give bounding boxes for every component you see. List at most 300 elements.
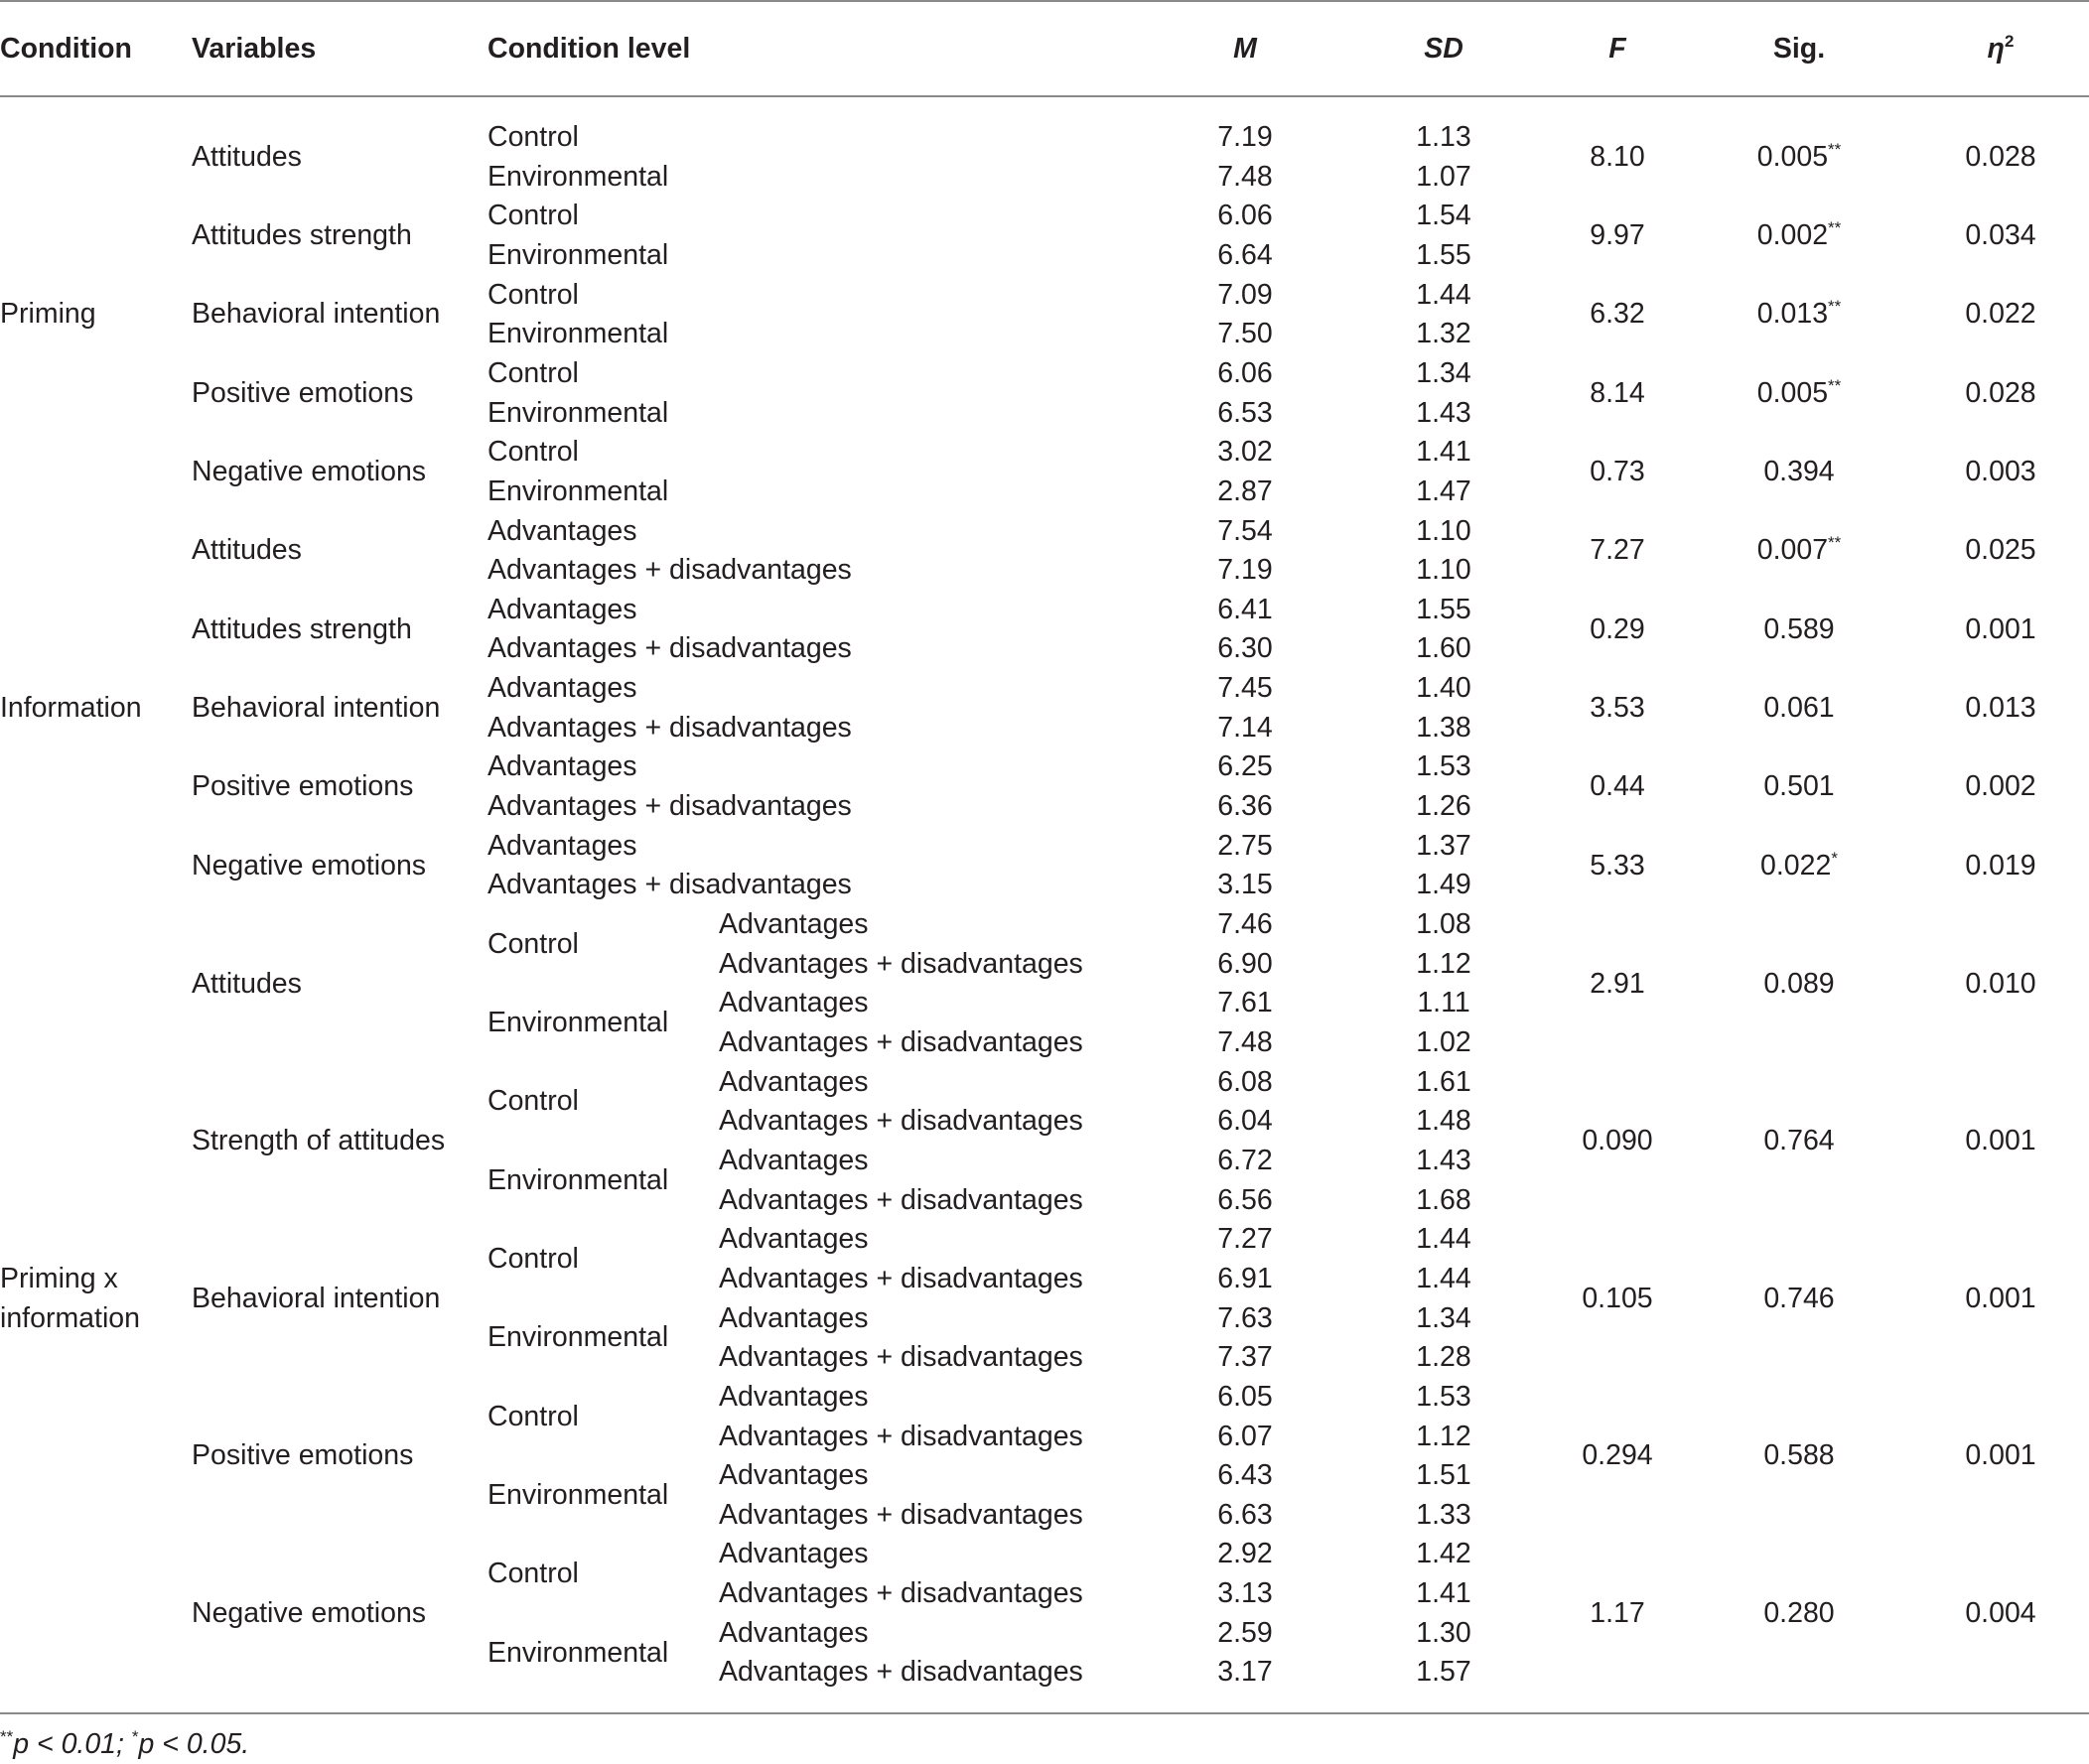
f-value-value: 0.090: [1582, 1125, 1653, 1157]
mean-value-value: 7.37: [1217, 1341, 1273, 1374]
mean-value: [1146, 1534, 1344, 1573]
f-value-value: 2.91: [1590, 967, 1645, 1000]
mean-value-value: 6.90: [1217, 947, 1273, 980]
f-value-value: 9.97: [1590, 219, 1645, 252]
mean-value: [1146, 708, 1344, 747]
f-value: [1518, 1279, 1717, 1318]
information-level-value: Advantages: [719, 1616, 869, 1649]
f-value: [1518, 610, 1717, 649]
sd-value-value: 1.38: [1416, 711, 1471, 744]
condition-level-value: Environmental: [487, 1636, 669, 1669]
information-level-value: Advantages: [719, 1459, 869, 1492]
eta-value-value: 0.025: [1965, 534, 2036, 567]
condition-level-value: Advantages + disadvantages: [487, 790, 852, 822]
condition-level-value: Control: [487, 1400, 579, 1432]
sd-value: [1344, 1298, 1543, 1338]
mean-value: [1146, 353, 1344, 393]
significance-mark: **: [1828, 297, 1842, 317]
sd-value-value: 1.02: [1416, 1025, 1471, 1058]
sd-value-value: 1.55: [1416, 593, 1471, 625]
f-value: [1518, 452, 1717, 491]
sd-value-value: 1.40: [1416, 672, 1471, 705]
mean-value: [1146, 590, 1344, 629]
sd-value: [1344, 1417, 1543, 1456]
sig-value-value: 0.746: [1763, 1282, 1835, 1314]
sd-value: [1344, 1101, 1543, 1141]
sig-value-value: 0.501: [1763, 770, 1835, 803]
condition-level-value: Advantages: [487, 514, 637, 547]
condition-level: [487, 668, 637, 708]
f-value: [1518, 688, 1717, 728]
mean-value-value: 7.14: [1217, 711, 1273, 744]
condition-level-value: Control: [487, 1243, 579, 1275]
mean-value: [1146, 1337, 1344, 1377]
condition-level-value: Control: [487, 927, 579, 960]
condition-level-value: Control: [487, 278, 579, 311]
eta-symbol: η: [1987, 33, 2005, 65]
condition-level: [487, 1554, 579, 1593]
footnote: [0, 1724, 249, 1764]
sd-value-value: 1.48: [1416, 1105, 1471, 1138]
condition-level: [487, 1475, 668, 1515]
condition-level-value: Control: [487, 1085, 579, 1118]
sd-value-value: 1.12: [1416, 947, 1471, 980]
sig-value: [1700, 610, 1898, 649]
significance-mark: **: [1828, 375, 1842, 395]
sig-value: [1700, 766, 1898, 806]
sd-value: [1344, 1337, 1543, 1377]
information-level: [719, 1062, 869, 1102]
mean-value: [1146, 628, 1344, 668]
condition-level-value: Advantages: [487, 750, 637, 783]
f-value-value: 0.73: [1590, 456, 1645, 487]
sig-value: [1700, 1279, 1898, 1318]
mean-value-value: 6.30: [1217, 632, 1273, 665]
mean-value-value: 6.43: [1217, 1459, 1273, 1492]
sd-value: [1344, 511, 1543, 551]
header-eta-squared: [1901, 29, 2089, 68]
condition-level-value: Environmental: [487, 160, 669, 193]
information-level-value: Advantages + disadvantages: [719, 1420, 1083, 1452]
condition-level: [487, 590, 637, 629]
sd-value-value: 1.41: [1416, 436, 1471, 469]
information-level-value: Advantages: [719, 987, 869, 1019]
significance-mark: *: [1831, 848, 1838, 868]
information-level-value: Advantages: [719, 908, 869, 940]
information-level: [719, 1377, 869, 1417]
eta-value: [1901, 373, 2089, 413]
information-level-value: Advantages: [719, 1301, 869, 1334]
f-value-value: 1.17: [1590, 1596, 1645, 1629]
header-sd: SD: [1424, 33, 1463, 65]
sig-value: [1700, 688, 1898, 728]
sd-value: [1344, 590, 1543, 629]
information-level-value: Advantages + disadvantages: [719, 1577, 1083, 1609]
condition-level: [487, 550, 852, 590]
eta-value-value: 0.034: [1965, 219, 2036, 252]
mean-value-value: 2.75: [1217, 829, 1273, 862]
information-level: [719, 1101, 1083, 1141]
condition-level: [487, 472, 668, 511]
sd-value-value: 1.10: [1416, 554, 1471, 587]
sig-value: [1700, 294, 1898, 334]
mean-value: [1146, 1495, 1344, 1535]
mean-value: [1146, 432, 1344, 472]
eta-value-value: 0.004: [1965, 1596, 2036, 1629]
mean-value: [1146, 275, 1344, 315]
sd-value-value: 1.53: [1416, 750, 1471, 783]
mean-value-value: 7.48: [1217, 160, 1273, 193]
condition-level: [487, 826, 637, 866]
condition-level: [487, 314, 668, 353]
condition-level: [487, 393, 668, 433]
information-level: [719, 1259, 1083, 1298]
condition-level-value: Environmental: [487, 1007, 669, 1039]
variable-label: [192, 1121, 445, 1160]
information-level-value: Advantages + disadvantages: [719, 1262, 1083, 1294]
eta-value-value: 0.003: [1965, 456, 2036, 487]
mean-value-value: 6.56: [1217, 1183, 1273, 1216]
f-value: [1518, 215, 1717, 255]
sig-value-value: 0.588: [1763, 1439, 1835, 1472]
footnote-mark-double: **: [0, 1727, 14, 1746]
condition-level-value: Environmental: [487, 396, 669, 429]
sd-value-value: 1.68: [1416, 1183, 1471, 1216]
sd-value: [1344, 1141, 1543, 1180]
variable-label: [192, 1593, 426, 1633]
variable-label: [192, 766, 413, 806]
sd-value-value: 1.13: [1416, 121, 1471, 153]
information-level-value: Advantages + disadvantages: [719, 1183, 1083, 1216]
sd-value-value: 1.49: [1416, 869, 1471, 901]
variable-label-value: Attitudes: [192, 534, 302, 567]
mean-value: [1146, 668, 1344, 708]
information-level: [719, 904, 869, 944]
variable-label: [192, 530, 302, 570]
condition-level-value: Environmental: [487, 318, 669, 350]
mean-value-value: 7.63: [1217, 1301, 1273, 1334]
condition-level-value: Control: [487, 436, 579, 469]
information-level: [719, 1417, 1083, 1456]
eta-value: [1901, 610, 2089, 649]
mean-value: [1146, 314, 1344, 353]
variable-label: [192, 846, 426, 885]
mean-value-value: 6.25: [1217, 750, 1273, 783]
information-level: [719, 1337, 1083, 1377]
sig-value-value: 0.005: [1756, 376, 1829, 409]
mean-value-value: 7.54: [1217, 514, 1273, 547]
mean-value: [1146, 511, 1344, 551]
sig-value: [1700, 1435, 1898, 1475]
variable-label-value: Attitudes strength: [192, 612, 412, 645]
sd-value: [1344, 314, 1543, 353]
sd-value: [1344, 393, 1543, 433]
header-m: M: [1233, 33, 1257, 65]
variable-label-value: Positive emotions: [192, 1439, 414, 1472]
mean-value: [1146, 1101, 1344, 1141]
mean-value-value: 6.06: [1217, 356, 1273, 389]
sd-value-value: 1.42: [1416, 1538, 1471, 1570]
condition-label-interaction-line2-value: information: [0, 1301, 140, 1334]
top-rule: [0, 0, 2089, 2]
sd-value-value: 1.33: [1416, 1498, 1471, 1531]
sd-value: [1344, 432, 1543, 472]
variable-label: [192, 294, 440, 334]
condition-level: [487, 628, 852, 668]
mean-value: [1146, 117, 1344, 157]
mean-value-value: 7.09: [1217, 278, 1273, 311]
sd-value: [1344, 472, 1543, 511]
f-value: [1518, 766, 1717, 806]
sd-value: [1344, 117, 1543, 157]
sig-value: [1700, 215, 1898, 255]
mean-value-value: 7.27: [1217, 1223, 1273, 1256]
information-level: [719, 1652, 1083, 1692]
information-level-value: Advantages + disadvantages: [719, 1105, 1083, 1138]
sd-value: [1344, 1022, 1543, 1062]
mean-value: [1146, 826, 1344, 866]
f-value-value: 8.14: [1590, 376, 1645, 409]
mean-value-value: 7.46: [1217, 908, 1273, 940]
mean-value: [1146, 865, 1344, 904]
mean-value: [1146, 1062, 1344, 1102]
f-value: [1518, 1121, 1717, 1160]
variable-label-value: Negative emotions: [192, 456, 427, 487]
footnote-text-1: p < 0.01;: [13, 1728, 132, 1760]
f-value-value: 0.105: [1582, 1282, 1653, 1314]
f-value: [1518, 530, 1717, 570]
sd-value: [1344, 1180, 1543, 1220]
variable-label: [192, 373, 413, 413]
mean-value-value: 2.92: [1217, 1538, 1273, 1570]
sd-value-value: 1.28: [1416, 1341, 1471, 1374]
f-value: [1518, 294, 1717, 334]
condition-level-value: Control: [487, 1558, 579, 1590]
mean-value-value: 3.15: [1217, 869, 1273, 901]
mean-value-value: 7.50: [1217, 318, 1273, 350]
sd-value: [1344, 196, 1543, 235]
mean-value: [1146, 1573, 1344, 1613]
mean-value: [1146, 1652, 1344, 1692]
condition-label-interaction-line1: [0, 1259, 118, 1298]
eta-value: [1901, 1593, 2089, 1633]
eta-value: [1901, 215, 2089, 255]
sd-value-value: 1.07: [1416, 160, 1471, 193]
condition-level: [487, 1003, 668, 1042]
variable-label-value: Behavioral intention: [192, 691, 441, 724]
sig-value: [1700, 530, 1898, 570]
sd-value-value: 1.12: [1416, 1420, 1471, 1452]
mean-value-value: 7.19: [1217, 121, 1273, 153]
information-level-value: Advantages: [719, 1065, 869, 1098]
sd-value-value: 1.55: [1416, 238, 1471, 271]
f-value: [1518, 137, 1717, 177]
mean-value-value: 3.13: [1217, 1577, 1273, 1609]
condition-level-value: Environmental: [487, 1163, 669, 1196]
f-value: [1518, 846, 1717, 885]
mean-value: [1146, 944, 1344, 984]
sd-value-value: 1.10: [1416, 514, 1471, 547]
variable-label-value: Negative emotions: [192, 1596, 427, 1629]
sd-value-value: 1.41: [1416, 1577, 1471, 1609]
header-condition-level: Condition level: [487, 33, 691, 65]
condition-level: [487, 1397, 579, 1436]
sd-value: [1344, 746, 1543, 786]
variable-label-value: Strength of attitudes: [192, 1125, 446, 1157]
condition-level: [487, 1633, 668, 1673]
information-level: [719, 1534, 869, 1573]
variable-label: [192, 1279, 440, 1318]
footnote-text-2: p < 0.05.: [138, 1728, 250, 1760]
mean-value: [1146, 472, 1344, 511]
sd-value: [1344, 1455, 1543, 1495]
information-level-value: Advantages: [719, 1144, 869, 1176]
variable-label-value: Attitudes strength: [192, 219, 412, 252]
footnote-mark-single: *: [131, 1727, 139, 1746]
variable-label: [192, 610, 412, 649]
variable-label-value: Positive emotions: [192, 770, 414, 803]
condition-level: [487, 1239, 579, 1279]
sd-value: [1344, 275, 1543, 315]
sd-value: [1344, 1495, 1543, 1535]
sig-value-value: 0.002: [1756, 219, 1829, 252]
mean-value: [1146, 1180, 1344, 1220]
information-level-value: Advantages + disadvantages: [719, 947, 1083, 980]
condition-level-value: Control: [487, 121, 579, 153]
condition-label-value: Priming: [0, 298, 96, 331]
condition-level: [487, 196, 579, 235]
eta-value-value: 0.022: [1965, 298, 2036, 331]
variable-label: [192, 688, 440, 728]
sd-value-value: 1.34: [1416, 356, 1471, 389]
variable-label-value: Negative emotions: [192, 849, 427, 882]
condition-level: [487, 511, 637, 551]
eta-value-value: 0.019: [1965, 849, 2036, 882]
information-level-value: Advantages + disadvantages: [719, 1498, 1083, 1531]
eta-value: [1901, 452, 2089, 491]
sd-value-value: 1.37: [1416, 829, 1471, 862]
condition-level-value: Environmental: [487, 1321, 669, 1354]
header-f: F: [1608, 33, 1626, 65]
sd-value-value: 1.30: [1416, 1616, 1471, 1649]
sd-value: [1344, 1062, 1543, 1102]
header-variables: Variables: [192, 33, 317, 65]
mean-value-value: 6.06: [1217, 200, 1273, 232]
information-level: [719, 1219, 869, 1259]
mean-value: [1146, 1417, 1344, 1456]
mean-value-value: 3.02: [1217, 436, 1273, 469]
eta-value: [1901, 1279, 2089, 1318]
sig-value-value: 0.089: [1763, 967, 1835, 1000]
condition-level-value: Advantages + disadvantages: [487, 869, 852, 901]
sd-value-value: 1.61: [1416, 1065, 1471, 1098]
header-sig: Sig.: [1772, 33, 1826, 65]
f-value-value: 0.294: [1582, 1439, 1653, 1472]
eta-value-value: 0.001: [1965, 1125, 2036, 1157]
sd-value-value: 1.34: [1416, 1301, 1471, 1334]
mean-value: [1146, 1455, 1344, 1495]
sig-value: [1700, 846, 1898, 885]
mean-value-value: 6.07: [1217, 1420, 1273, 1452]
sd-value: [1344, 708, 1543, 747]
bottom-rule: [0, 1712, 2089, 1714]
mean-value-value: 6.91: [1217, 1262, 1273, 1294]
f-value-value: 3.53: [1590, 691, 1645, 724]
f-value-value: 7.27: [1590, 534, 1645, 567]
eta-value-value: 0.001: [1965, 1439, 2036, 1472]
condition-level: [487, 708, 852, 747]
condition-level: [487, 1160, 668, 1200]
condition-level: [487, 1317, 668, 1357]
eta-value: [1901, 688, 2089, 728]
sd-value-value: 1.26: [1416, 790, 1471, 822]
condition-level-value: Advantages: [487, 593, 637, 625]
condition-level: [487, 432, 579, 472]
mean-value-value: 6.53: [1217, 396, 1273, 429]
condition-level: [487, 235, 668, 275]
condition-label: [0, 294, 96, 334]
information-level-value: Advantages + disadvantages: [719, 1656, 1083, 1689]
eta-value-value: 0.002: [1965, 770, 2036, 803]
information-level: [719, 1455, 869, 1495]
sd-value: [1344, 904, 1543, 944]
mean-value-value: 6.64: [1217, 238, 1273, 271]
variable-label: [192, 1435, 413, 1475]
eta-value: [1901, 1435, 2089, 1475]
sig-value-value: 0.007: [1756, 534, 1829, 567]
mean-value-value: 7.19: [1217, 554, 1273, 587]
information-level-value: Advantages + disadvantages: [719, 1341, 1083, 1374]
mean-value: [1146, 235, 1344, 275]
sd-value-value: 1.47: [1416, 475, 1471, 507]
condition-label-interaction-line1-value: Priming x: [0, 1262, 118, 1294]
mean-value-value: 6.72: [1217, 1144, 1273, 1176]
sd-value: [1344, 786, 1543, 826]
header-rule: [0, 95, 2089, 97]
variable-label-value: Attitudes: [192, 967, 302, 1000]
sd-value-value: 1.32: [1416, 318, 1471, 350]
sig-value: [1700, 452, 1898, 491]
f-value: [1518, 964, 1717, 1004]
eta-value: [1901, 294, 2089, 334]
variable-label: [192, 452, 426, 491]
eta-value: [1901, 1121, 2089, 1160]
sd-value-value: 1.43: [1416, 1144, 1471, 1176]
mean-value-value: 6.08: [1217, 1065, 1273, 1098]
sd-value: [1344, 983, 1543, 1022]
eta-value-value: 0.013: [1965, 691, 2036, 724]
condition-level: [487, 1081, 579, 1121]
condition-level-value: Environmental: [487, 475, 669, 507]
mean-value: [1146, 786, 1344, 826]
eta-value-value: 0.010: [1965, 967, 2036, 1000]
mean-value-value: 6.63: [1217, 1498, 1273, 1531]
sd-value-value: 1.11: [1417, 987, 1470, 1019]
variable-label-value: Positive emotions: [192, 376, 414, 409]
sig-value: [1700, 137, 1898, 177]
sd-value-value: 1.60: [1416, 632, 1471, 665]
mean-value: [1146, 746, 1344, 786]
condition-level-value: Advantages: [487, 672, 637, 705]
f-value-value: 5.33: [1590, 849, 1645, 882]
sd-value-value: 1.54: [1416, 200, 1471, 232]
information-level: [719, 1022, 1083, 1062]
mean-value: [1146, 196, 1344, 235]
mean-value: [1146, 1259, 1344, 1298]
sig-value: [1700, 1121, 1898, 1160]
mean-value: [1146, 1298, 1344, 1338]
condition-level: [487, 746, 637, 786]
